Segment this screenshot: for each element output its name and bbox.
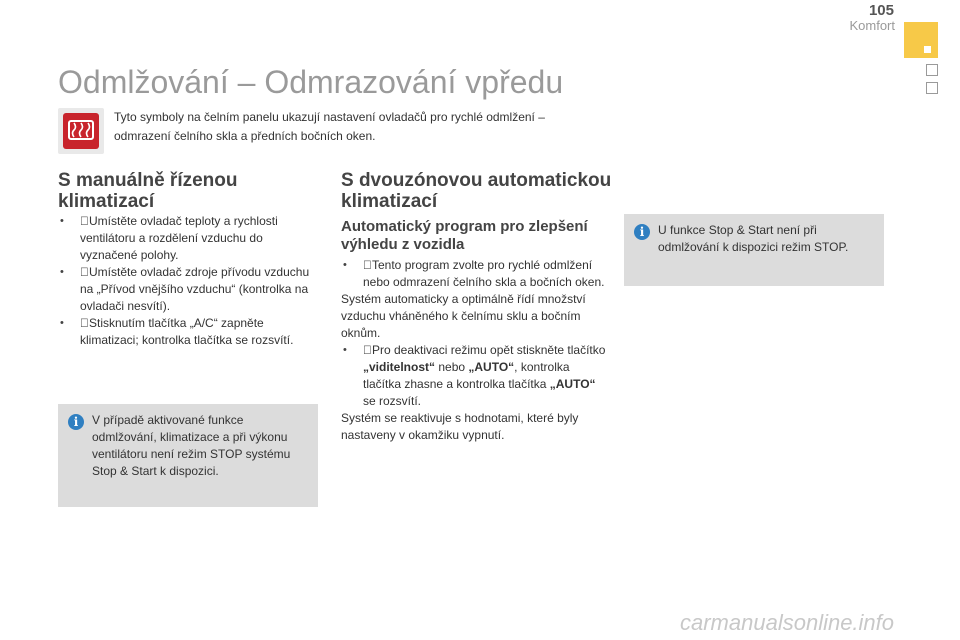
section-heading-manual: S manuálně řízenou klimatizací [58,170,238,212]
info-icon: i [68,414,84,430]
info-icon: i [634,224,650,240]
bullet-text: Stisknutím tlačítka „A/C“ zapněte klimatizaci; kontrolka tlačítka se rozsvítí. [80,316,294,347]
list-item: • Stisknutím tlačítka „A/C“ zapněte klimatizaci; kontrolka tlačítka se rozsvítí. [60,316,294,347]
intro-text: Tyto symboly na čelním panelu ukazují nastavení ovladačů pro rychlé odmlžení – odmrazení čelního skla a předních bočních oken. [114,110,545,143]
watermark: carmanualsonline.info [680,610,895,635]
rear-defrost-icon [58,108,104,154]
manual-instructions [58,213,316,349]
bullet-text: Umístěte ovladač zdroje přívodu vzduchu na „Přívod vnějšího vzduchu“ (kontrolka na ovladači nesvítí). [80,265,310,313]
page-number: 105 [868,2,894,19]
paragraph: Systém automaticky a optimálně řídí množství vzduchu vháněného k čelnímu sklu a bočním oknům. [341,292,586,340]
list-item: • Umístěte ovladač teploty a rychlosti ventilátoru a rozdělení vzduchu do vyznačené polohy. [60,214,278,262]
bullet-text: Pro deaktivaci režimu opět stiskněte tlačítko „viditelnost“ nebo „AUTO“, kontrolka tlačítka zhasne a kontrolka tlačítka „AUTO“ se rozsvítí. [363,343,606,408]
subheading-visibility-program: Automatický program pro zlepšení výhledu z vozidla [341,218,588,253]
chapter-tab[interactable] [926,64,938,76]
chapter-tab[interactable] [926,82,938,94]
paragraph: Systém se reaktivuje s hodnotami, které byly nastaveny v okamžiku vypnutí. [341,411,579,442]
page-title: Odmlžování – Odmrazování vpředu [58,64,564,100]
section-heading-automatic: S dvouzónovou automatickou klimatizací [341,170,612,212]
info-note-left [58,404,318,507]
note-text: U funkce Stop & Start není při odmlžování k dispozici režim STOP. [658,223,849,254]
section-name: Komfort [849,18,895,33]
list-item: • Umístěte ovladač zdroje přívodu vzduchu na „Přívod vnějšího vzduchu“ (kontrolka na ovladači nesvítí). [60,265,310,313]
list-item: • Pro deaktivaci režimu opět stiskněte tlačítko „viditelnost“ nebo „AUTO“, kontrolka tlačítka zhasne a kontrolka tlačítka „AUTO“ se rozsvítí. [343,343,606,408]
chapter-tab-active[interactable] [904,22,938,58]
bullet-text: Umístěte ovladač teploty a rychlosti ventilátoru a rozdělení vzduchu do vyznačené polohy. [80,214,278,262]
bullet-text: Tento program zvolte pro rychlé odmlžení nebo odmrazení čelního skla a bočních oken. [363,258,605,289]
list-item: • Tento program zvolte pro rychlé odmlžení nebo odmrazení čelního skla a bočních oken. [343,258,605,289]
note-text: V případě aktivované funkce odmlžování, klimatizace a při výkonu ventilátoru není režim STOP systému Stop & Start k dispozici. [92,413,291,478]
automatic-instructions [341,257,607,444]
info-note-right [624,214,884,286]
